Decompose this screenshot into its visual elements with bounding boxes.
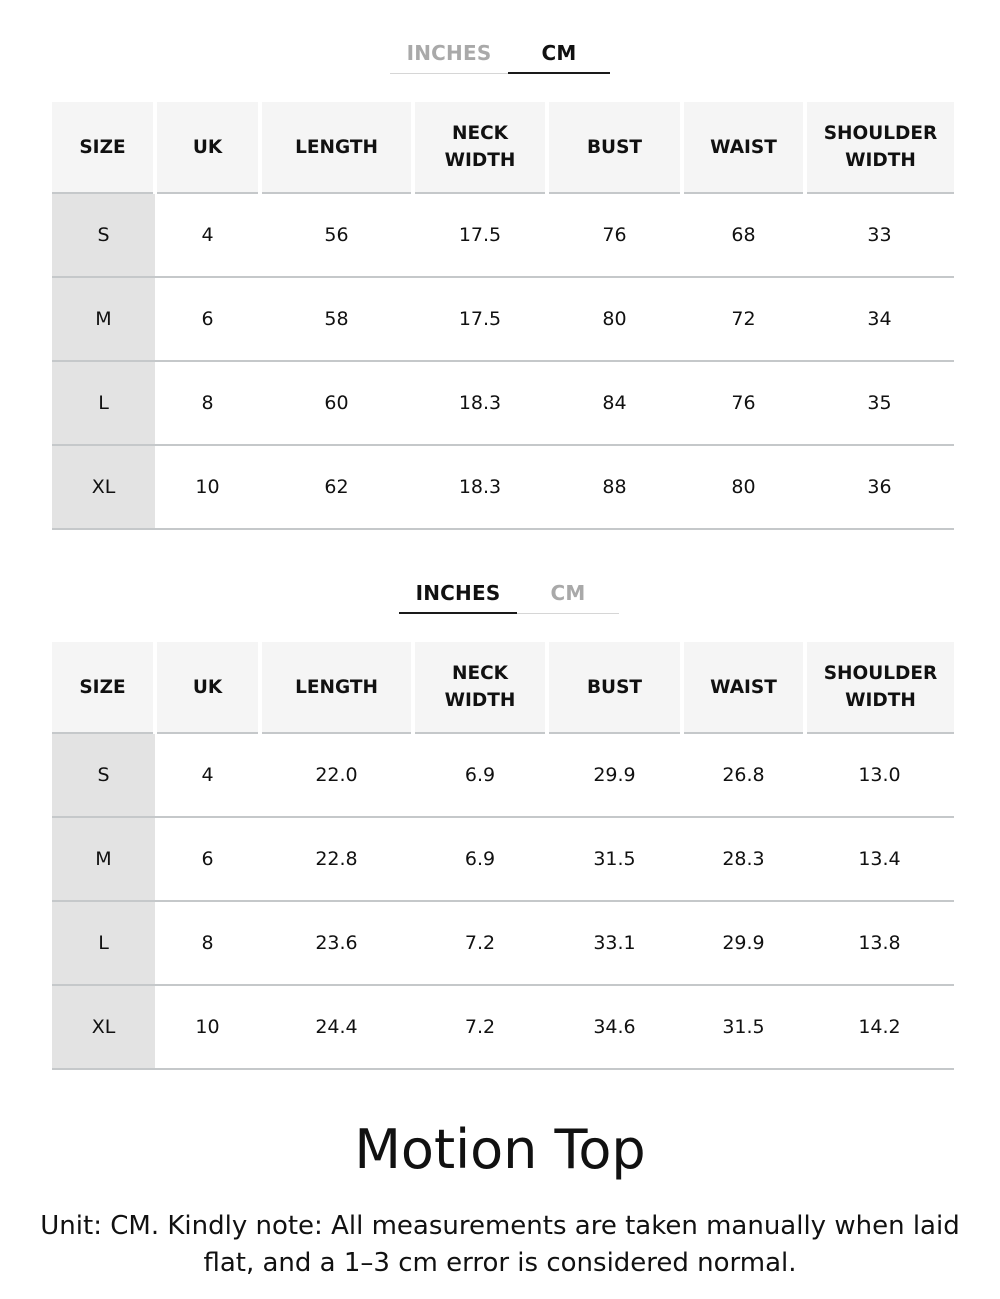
table-row	[52, 985, 954, 1069]
cell-neck-width: 17.5	[413, 193, 547, 277]
cell-shoulder-width: 13.4	[805, 817, 954, 901]
cell-neck-width: 7.2	[413, 901, 547, 985]
header-bust: BUST	[547, 642, 682, 733]
cell-shoulder-width: 35	[805, 361, 954, 445]
header-uk: UK	[155, 642, 260, 733]
cell-length: 22.0	[260, 733, 413, 817]
header-waist: WAIST	[682, 102, 805, 193]
size-table-inches	[52, 642, 954, 1070]
cell-uk: 10	[155, 985, 260, 1069]
cell-bust: 80	[547, 277, 682, 361]
cell-length: 22.8	[260, 817, 413, 901]
product-title: Motion Top	[354, 1118, 646, 1181]
tab-underline-inches	[399, 612, 517, 614]
cell-length: 58	[260, 277, 413, 361]
cell-uk: 6	[155, 817, 260, 901]
cell-uk: 6	[155, 277, 260, 361]
unit-tabs-cm-section	[390, 34, 612, 74]
cell-neck-width: 7.2	[413, 985, 547, 1069]
tab-inches[interactable]: INCHES	[406, 41, 492, 65]
header-neck-width: NECK WIDTH	[413, 102, 547, 193]
cell-bust: 31.5	[547, 817, 682, 901]
cell-waist: 28.3	[682, 817, 805, 901]
cell-neck-width: 18.3	[413, 361, 547, 445]
cell-waist: 68	[682, 193, 805, 277]
header-size: SIZE	[52, 642, 155, 733]
header-shoulder-width: SHOULDER WIDTH	[805, 102, 954, 193]
header-length: LENGTH	[260, 102, 413, 193]
cell-length: 23.6	[260, 901, 413, 985]
cell-size: XL	[52, 985, 155, 1069]
table-row	[52, 445, 954, 529]
table-row	[52, 817, 954, 901]
cell-waist: 26.8	[682, 733, 805, 817]
cell-bust: 84	[547, 361, 682, 445]
cell-size: S	[52, 193, 155, 277]
cell-size: M	[52, 817, 155, 901]
cell-length: 24.4	[260, 985, 413, 1069]
cell-bust: 88	[547, 445, 682, 529]
cell-size: S	[52, 733, 155, 817]
cell-waist: 31.5	[682, 985, 805, 1069]
cell-shoulder-width: 13.0	[805, 733, 954, 817]
cell-waist: 80	[682, 445, 805, 529]
header-length: LENGTH	[260, 642, 413, 733]
cell-uk: 8	[155, 901, 260, 985]
tab-underline-cm	[508, 72, 610, 74]
header-bust: BUST	[547, 102, 682, 193]
tab-underline-inches	[390, 73, 508, 74]
table-row	[52, 193, 954, 277]
cell-neck-width: 17.5	[413, 277, 547, 361]
header-neck-width: NECK WIDTH	[413, 642, 547, 733]
table-row	[52, 733, 954, 817]
cell-uk: 4	[155, 193, 260, 277]
size-table-cm	[52, 102, 954, 530]
cell-uk: 8	[155, 361, 260, 445]
cell-size: M	[52, 277, 155, 361]
cell-neck-width: 6.9	[413, 733, 547, 817]
cell-size: L	[52, 901, 155, 985]
cell-bust: 76	[547, 193, 682, 277]
tab-inches[interactable]: INCHES	[415, 581, 501, 605]
table-row	[52, 361, 954, 445]
header-size: SIZE	[52, 102, 155, 193]
cell-bust: 29.9	[547, 733, 682, 817]
cell-shoulder-width: 13.8	[805, 901, 954, 985]
cell-shoulder-width: 14.2	[805, 985, 954, 1069]
table-row	[52, 277, 954, 361]
tab-cm[interactable]: CM	[550, 581, 586, 605]
cell-waist: 72	[682, 277, 805, 361]
cell-neck-width: 18.3	[413, 445, 547, 529]
header-waist: WAIST	[682, 642, 805, 733]
header-shoulder-width: SHOULDER WIDTH	[805, 642, 954, 733]
measurement-note: Unit: CM. Kindly note: All measurements are taken manually when laid flat, and a 1–3 cm error is considered normal.	[40, 1211, 960, 1278]
cell-shoulder-width: 34	[805, 277, 954, 361]
cell-uk: 4	[155, 733, 260, 817]
cell-bust: 34.6	[547, 985, 682, 1069]
unit-tabs-inches-section	[399, 574, 621, 614]
cell-length: 62	[260, 445, 413, 529]
tab-underline-cm	[517, 613, 619, 614]
cell-neck-width: 6.9	[413, 817, 547, 901]
cell-shoulder-width: 33	[805, 193, 954, 277]
cell-shoulder-width: 36	[805, 445, 954, 529]
tab-cm[interactable]: CM	[541, 41, 577, 65]
cell-bust: 33.1	[547, 901, 682, 985]
table-row	[52, 901, 954, 985]
cell-uk: 10	[155, 445, 260, 529]
cell-waist: 76	[682, 361, 805, 445]
table-header-row	[52, 642, 954, 733]
cell-size: XL	[52, 445, 155, 529]
cell-size: L	[52, 361, 155, 445]
table-header-row	[52, 102, 954, 193]
cell-length: 60	[260, 361, 413, 445]
cell-length: 56	[260, 193, 413, 277]
cell-waist: 29.9	[682, 901, 805, 985]
header-uk: UK	[155, 102, 260, 193]
